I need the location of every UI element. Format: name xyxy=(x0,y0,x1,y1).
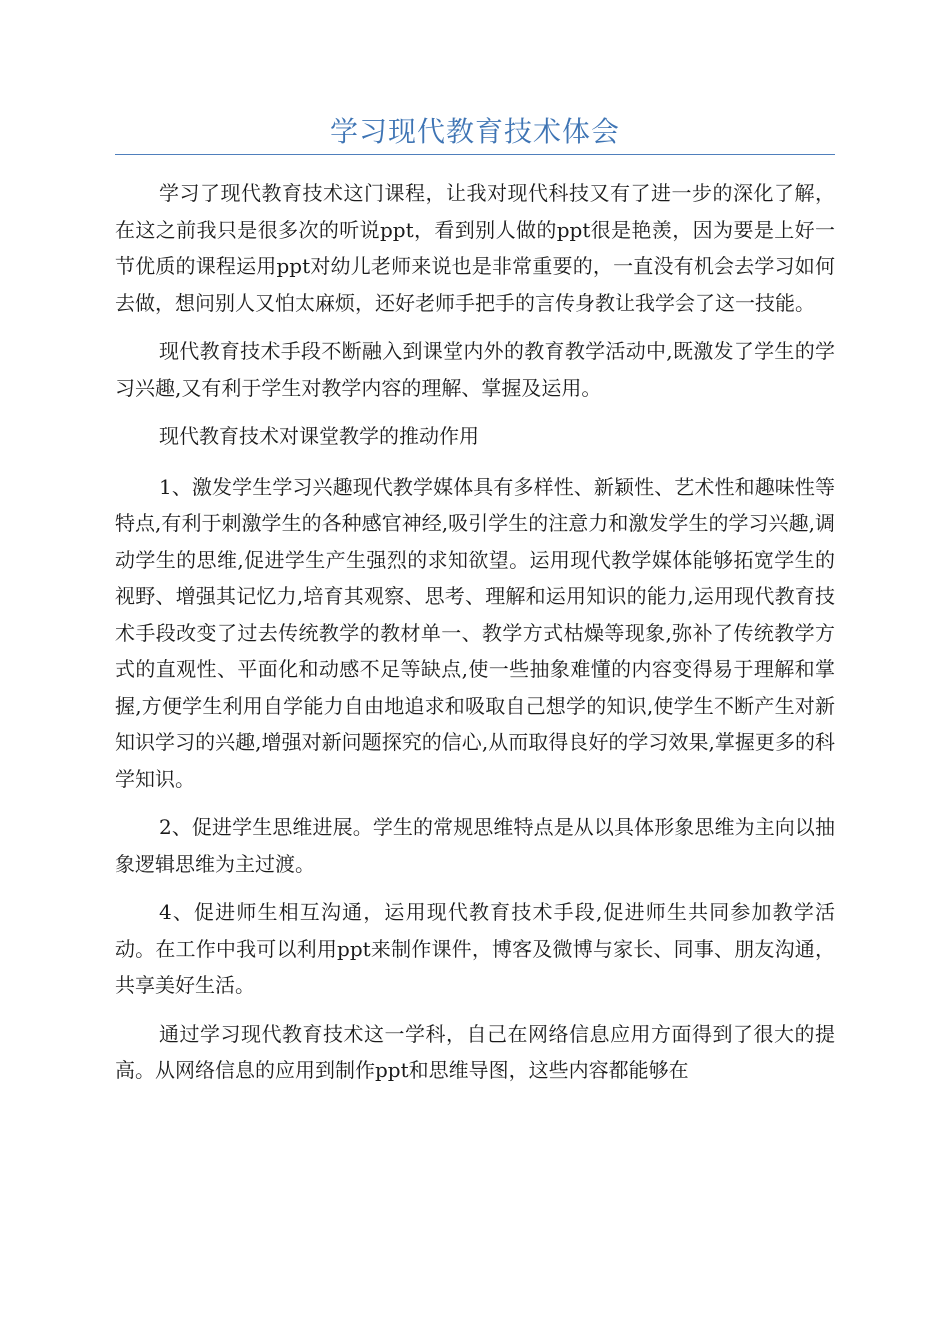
paragraph-point-1: 1、激发学生学习兴趣现代教学媒体具有多样性、新颖性、艺术性和趣味性等特点,有利于刺激学生的各种感官神经,吸引学生的注意力和激发学生的学习兴趣,调动学生的思维,促进学生产生强烈的求知欲望。运用现代教学媒体能够拓宽学生的视野、增强其记忆力,培育其观察、思考、理解和运用知识的能力,运用现代教育技术手段改变了过去传统教学的教材单一、教学方式枯燥等现象,弥补了传统教学方式的直观性、平面化和动感不足等缺点,使一些抽象难懂的内容变得易于理解和掌握,方便学生利用自学能力自由地追求和吸取自己想学的知识,使学生不断产生对新知识学习的兴趣,增强对新问题探究的信心,从而取得良好的学习效果,掌握更多的科学知识。 xyxy=(115,474,835,791)
paragraph-point-4: 4、促进师生相互沟通，运用现代教育技术手段,促进师生共同参加教学活动。在工作中我可以利用ppt来制作课件，博客及微博与家长、同事、朋友沟通，共享美好生活。 xyxy=(115,900,835,997)
document-title: 学习现代教育技术体会 xyxy=(329,115,620,148)
paragraph-intro: 学习了现代教育技术这门课程，让我对现代科技又有了进一步的深化了解，在这之前我只是很多次的听说ppt，看到别人做的ppt很是艳羡，因为要是上好一节优质的课程运用ppt对幼儿老师来说也是非常重要的，一直没有机会去学习如何去做，想问别人又怕太麻烦，还好老师手把手的言传身教让我学会了这一技能。 xyxy=(115,181,835,315)
section-heading: 现代教育技术对课堂教学的推动作用 xyxy=(159,424,479,448)
paragraph-conclusion: 通过学习现代教育技术这一学科，自己在网络信息应用方面得到了很大的提高。从网络信息的应用到制作ppt和思维导图，这些内容都能够在 xyxy=(115,1021,835,1082)
document-body xyxy=(115,175,835,1101)
title-underline-divider xyxy=(115,154,835,155)
paragraph-point-2: 2、促进学生思维进展。学生的常规思维特点是从以具体形象思维为主向以抽象逻辑思维为主过渡。 xyxy=(115,815,835,876)
paragraph-technology-integration: 现代教育技术手段不断融入到课堂内外的教育教学活动中,既激发了学生的学习兴趣,又有利于学生对教学内容的理解、掌握及运用。 xyxy=(115,339,835,400)
